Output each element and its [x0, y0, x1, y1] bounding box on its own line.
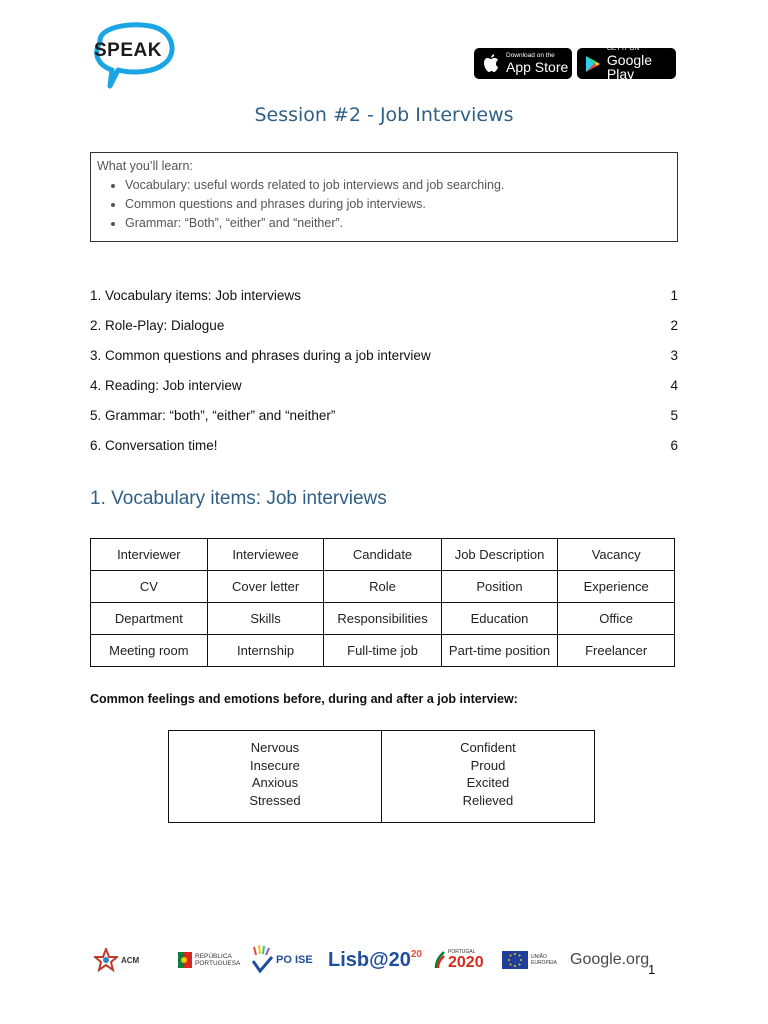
table-cell: Vacancy: [558, 539, 675, 571]
table-cell: Full-time job: [324, 635, 441, 667]
feeling-word: Anxious: [251, 775, 299, 790]
play-icon: [583, 53, 603, 75]
table-cell: Education: [441, 603, 558, 635]
table-row: [91, 603, 675, 635]
table-cell: Responsibilities: [324, 603, 441, 635]
table-cell: Interviewee: [207, 539, 324, 571]
feeling-word: Proud: [470, 757, 506, 773]
lisboa-2020-logo: [328, 940, 422, 980]
feeling-word: Stressed: [249, 792, 301, 808]
page-number: 1: [648, 962, 656, 977]
portugal-2020-logo: [434, 940, 484, 980]
table-cell: Cover letter: [207, 571, 324, 603]
portugal-2020-icon: [434, 950, 446, 970]
section-heading: 1. Vocabulary items: Job interviews: [90, 488, 387, 509]
table-cell: Skills: [207, 603, 324, 635]
feelings-heading: Common feelings and emotions before, during and after a job interview:: [90, 692, 518, 706]
eu-logo: [502, 940, 565, 980]
toc-item[interactable]: [90, 378, 678, 396]
toc-label: 5. Grammar: “both”, “either” and “neither”: [90, 408, 336, 423]
table-cell: Meeting room: [91, 635, 208, 667]
table-cell: Position: [441, 571, 558, 603]
poise-logo: [250, 940, 313, 980]
learning-item: • Vocabulary: useful words related to job interviews and job searching.: [125, 178, 671, 192]
table-cell: CV: [91, 571, 208, 603]
toc-item[interactable]: [90, 348, 678, 366]
learning-item: • Common questions and phrases during job interviews.: [125, 197, 671, 211]
vocabulary-table: [90, 538, 675, 667]
toc-item[interactable]: [90, 408, 678, 426]
google-play-small-text: GET IT ON: [606, 44, 640, 52]
acm-logo: [94, 940, 139, 980]
lisboa-text: Lisb@20: [328, 948, 411, 971]
portugal-2020-text: 2020: [448, 953, 484, 971]
table-cell: Department: [91, 603, 208, 635]
learning-item: • Grammar: “Both”, “either” and “neither”.: [125, 216, 671, 230]
table-row: [91, 635, 675, 667]
toc-label: 2. Role-Play: Dialogue: [90, 318, 225, 333]
table-cell: Role: [324, 571, 441, 603]
table-cell: Freelancer: [558, 635, 675, 667]
poise-check-icon: [250, 945, 274, 975]
feeling-word: Confident: [460, 740, 516, 755]
google-org-text: Google.org: [570, 951, 650, 968]
app-store-small-text: Download on the: [506, 51, 555, 59]
toc-label: 1. Vocabulary items: Job interviews: [90, 288, 301, 303]
table-cell: Job Description: [441, 539, 558, 571]
logo-text: SPEAK: [94, 40, 162, 61]
lisboa-superscript: 20: [410, 948, 422, 960]
toc-page: 6: [670, 438, 678, 453]
google-org-logo: [570, 940, 649, 980]
toc-page: 2: [670, 318, 678, 333]
table-cell: Interviewer: [91, 539, 208, 571]
acm-text: ACM: [121, 955, 140, 965]
eu-flag-icon: [502, 951, 528, 969]
acm-star-icon: [94, 948, 118, 972]
republica-text-2: PORTUGUESA: [195, 960, 241, 967]
negative-feelings-cell: [169, 731, 382, 823]
toc-page: 4: [670, 378, 678, 393]
toc-item[interactable]: [90, 318, 678, 336]
feeling-word: Relieved: [462, 792, 514, 808]
eu-text: UNIÃO EUROPEIA: [531, 954, 557, 966]
toc-page: 3: [670, 348, 678, 363]
apple-icon: [480, 53, 502, 75]
republica-text-1: REPÚBLICA: [195, 953, 232, 960]
table-cell: Internship: [207, 635, 324, 667]
table-cell: Experience: [558, 571, 675, 603]
feelings-table: [168, 730, 595, 823]
toc-label: 3. Common questions and phrases during a job interview: [90, 348, 431, 363]
portugal-small-text: PORTUGAL: [448, 948, 476, 955]
feeling-word: Nervous: [250, 740, 300, 755]
google-play-label: Google Play: [606, 52, 653, 83]
table-cell: Office: [558, 603, 675, 635]
toc-label: 6. Conversation time!: [90, 438, 218, 453]
positive-feelings-cell: [381, 731, 594, 823]
speak-logo: [88, 20, 180, 92]
toc-label: 4. Reading: Job interview: [90, 378, 242, 393]
app-store-label: App Store: [506, 59, 569, 76]
learning-heading: What you’ll learn:: [97, 159, 193, 173]
learning-objectives-box: [90, 152, 678, 242]
table-cell: Candidate: [324, 539, 441, 571]
learning-list: [97, 178, 671, 230]
toc-item[interactable]: [90, 288, 678, 306]
table-cell: Part-time position: [441, 635, 558, 667]
google-play-badge[interactable]: [577, 44, 676, 83]
table-row: [91, 571, 675, 603]
toc-page: 1: [670, 288, 678, 303]
flag-icon: [178, 950, 192, 970]
page-title: Session #2 - Job Interviews: [254, 104, 514, 126]
republica-portuguesa-logo: [178, 940, 240, 980]
table-row: [91, 539, 675, 571]
poise-text: PO ISE: [276, 954, 313, 966]
toc-item[interactable]: [90, 438, 678, 456]
table-row: [169, 731, 595, 823]
feeling-word: Excited: [466, 775, 510, 790]
feeling-word: Insecure: [250, 757, 300, 773]
app-store-badge[interactable]: [474, 48, 572, 79]
toc-page: 5: [670, 408, 678, 423]
